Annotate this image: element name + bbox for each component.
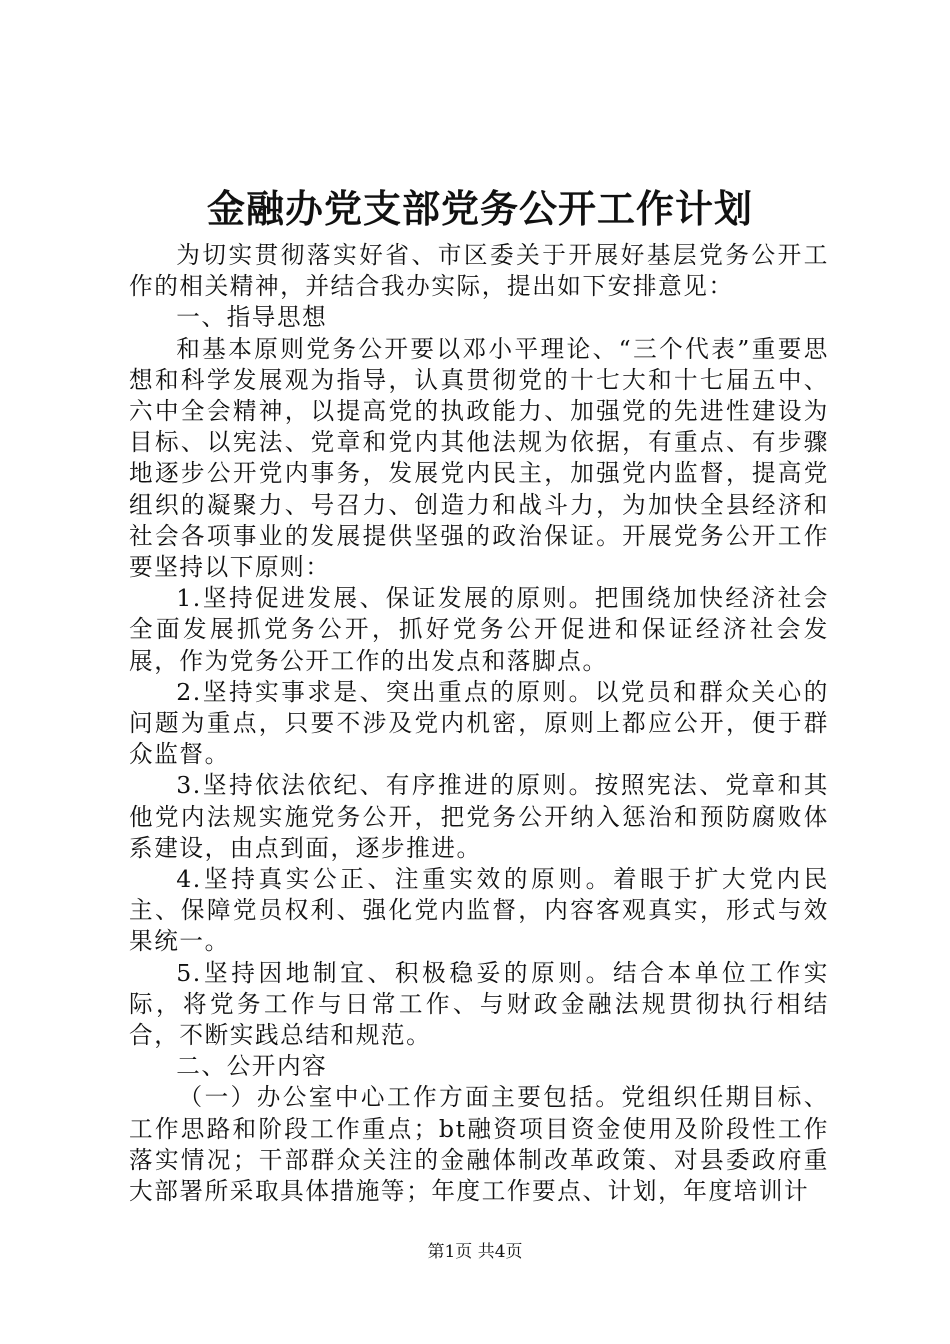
paragraph-principle-1: 1.坚持促进发展、保证发展的原则。把围绕加快经济社会全面发展抓党务公开，抓好党务公开促进和保证经济社会发展，作为党务公开工作的出发点和落脚点。 (129, 584, 829, 675)
section-heading-public-content: 二、公开内容 (176, 1052, 328, 1081)
document-body (129, 240, 829, 1207)
paragraph-office-central-work: （一）办公室中心工作方面主要包括。党组织任期目标、工作思路和阶段工作重点；bt融资项目资金使用及阶段性工作落实情况；干部群众关注的金融体制改革政策、对县委政府重大部署所采取具体措施等；年度工作要点、计划，年度培训计 (129, 1083, 829, 1206)
paragraph-principles: 和基本原则党务公开要以邓小平理论、“三个代表”重要思想和科学发展观为指导，认真贯彻党的十七大和十七届五中、六中全会精神，以提高党的执政能力、加强党的先进性建设为目标、以宪法、党章和党内其他法规为依据，有重点、有步骤地逐步公开党内事务，发展党内民主，加强党内监督，提高党组织的凝聚力、号召力、创造力和战斗力，为加快全县经济和社会各项事业的发展提供坚强的政治保证。开展党务公开工作要坚持以下原则： (129, 334, 829, 582)
page-footer: 第1页 共4页 (427, 1242, 523, 1262)
document-title: 金融办党支部党务公开工作计划 (206, 186, 753, 231)
paragraph-principle-3: 3.坚持依法依纪、有序推进的原则。按照宪法、党章和其他党内法规实施党务公开，把党务公开纳入惩治和预防腐败体系建设，由点到面，逐步推进。 (129, 771, 829, 862)
paragraph-principle-4: 4.坚持真实公正、注重实效的原则。着眼于扩大党内民主、保障党员权利、强化党内监督，内容客观真实，形式与效果统一。 (129, 865, 829, 956)
paragraph-principle-2: 2.坚持实事求是、突出重点的原则。以党员和群众关心的问题为重点，只要不涉及党内机密，原则上都应公开，便于群众监督。 (129, 677, 829, 769)
paragraph-principle-5: 5.坚持因地制宜、积极稳妥的原则。结合本单位工作实际，将党务工作与日常工作、与财政金融法规贯彻执行相结合，不断实践总结和规范。 (129, 958, 829, 1050)
section-heading-guiding-ideology: 一、指导思想 (176, 303, 328, 332)
paragraph-intro: 为切实贯彻落实好省、市区委关于开展好基层党务公开工作的相关精神，并结合我办实际，提出如下安排意见： (129, 241, 829, 301)
